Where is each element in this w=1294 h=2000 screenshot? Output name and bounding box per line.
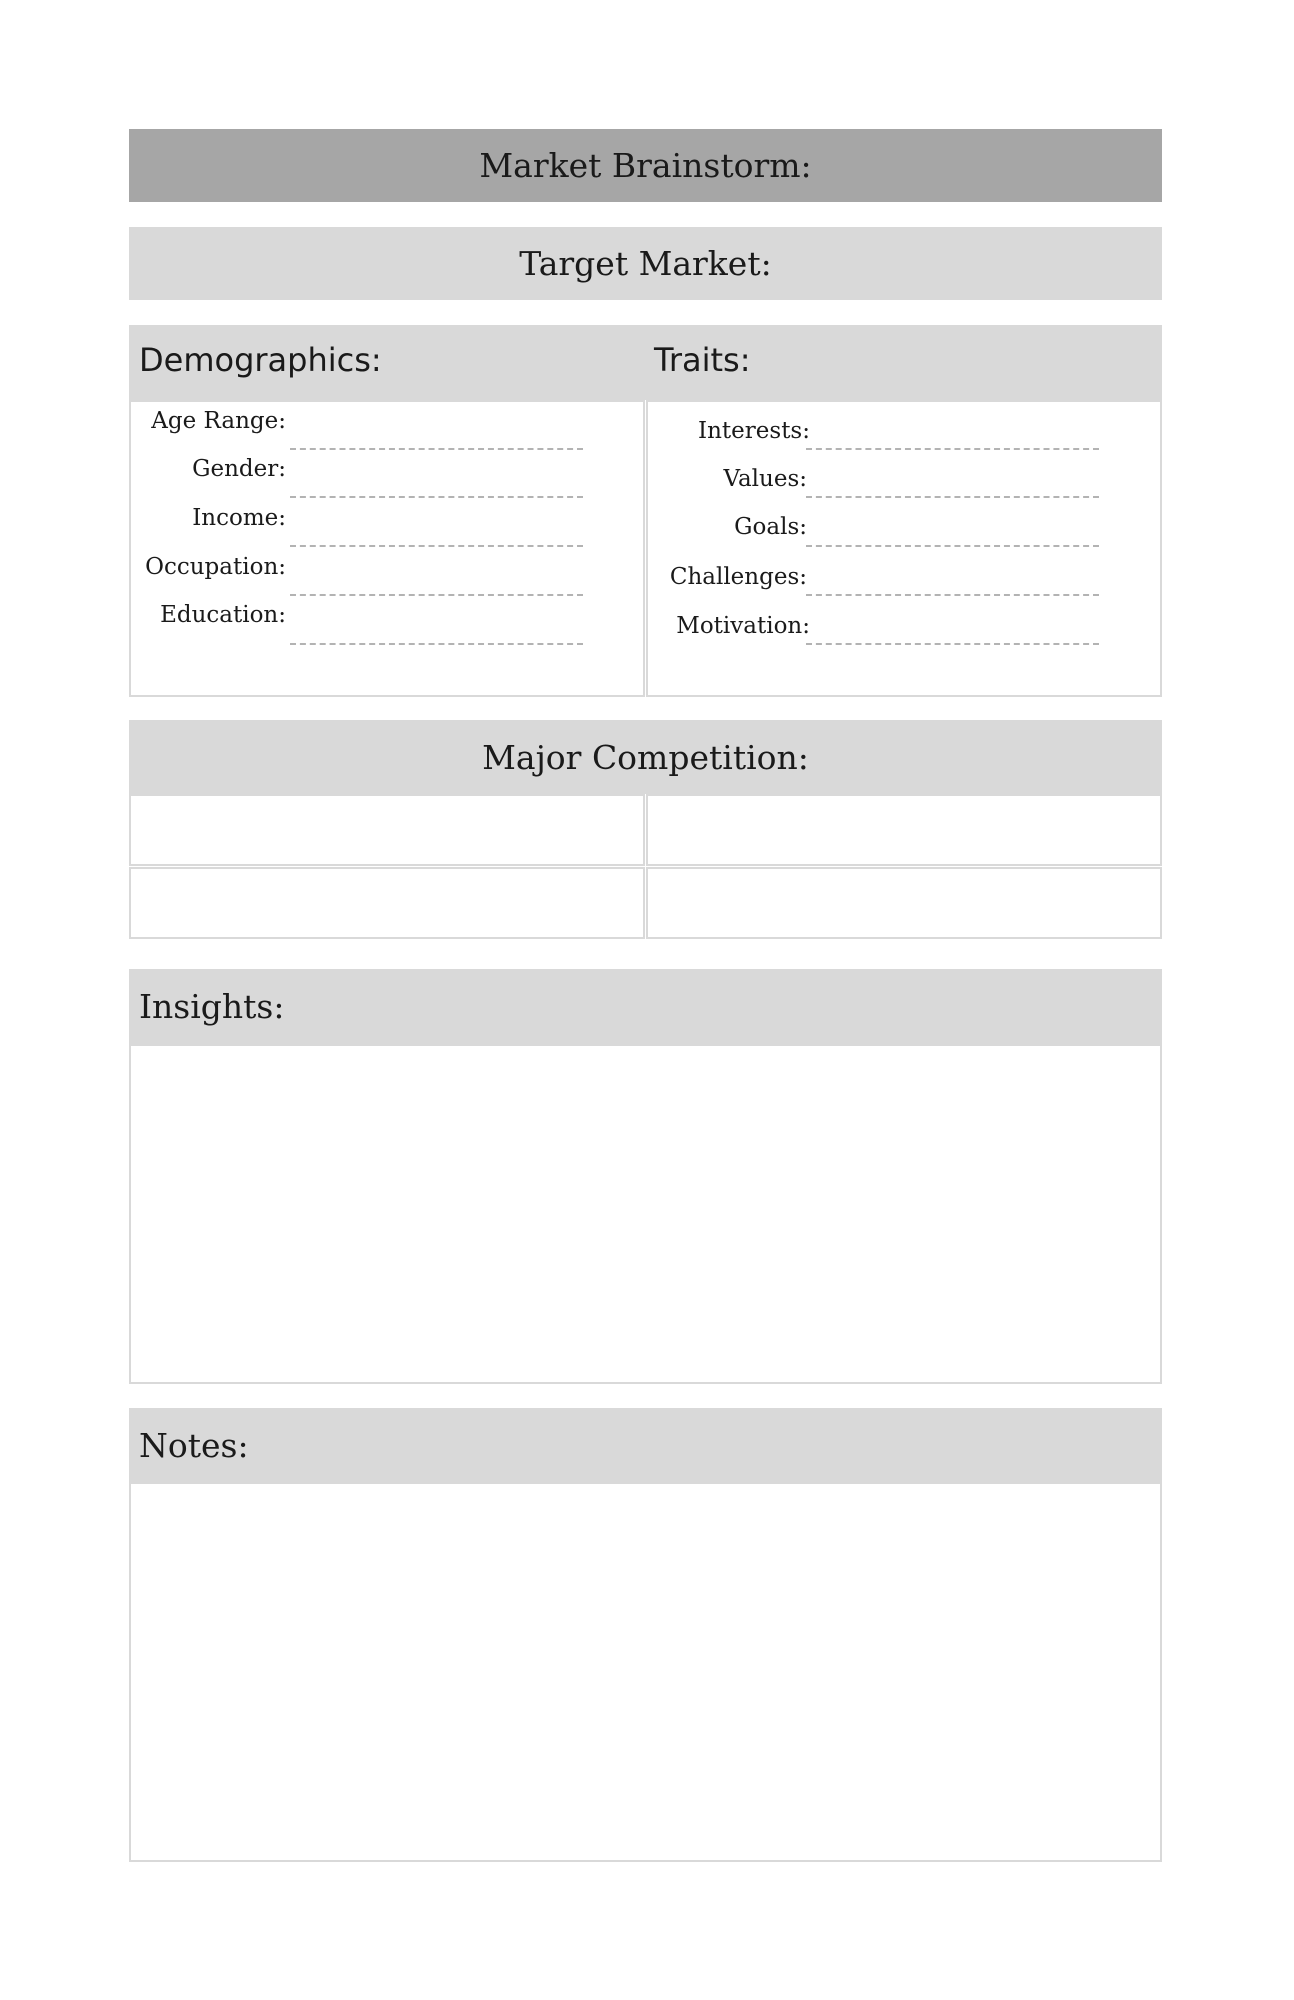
competition-heading: Major Competition: bbox=[482, 737, 809, 777]
occupation-label: Occupation: bbox=[145, 554, 286, 580]
income-field[interactable] bbox=[290, 545, 583, 547]
demographics-heading: Demographics: bbox=[139, 341, 382, 379]
income-label: Income: bbox=[192, 505, 286, 531]
demographics-box bbox=[129, 400, 645, 697]
goals-field[interactable] bbox=[806, 545, 1099, 547]
target-market-heading: Target Market: bbox=[519, 244, 772, 283]
competition-cell-1[interactable] bbox=[129, 794, 645, 866]
page-title-bar bbox=[129, 129, 1162, 202]
notes-bar bbox=[129, 1408, 1162, 1482]
education-label: Education: bbox=[160, 602, 286, 628]
age-range-field[interactable] bbox=[290, 448, 583, 450]
traits-box bbox=[646, 400, 1162, 697]
insights-heading: Insights: bbox=[139, 987, 285, 1026]
interests-field[interactable] bbox=[806, 448, 1099, 450]
insights-area[interactable] bbox=[129, 1044, 1162, 1384]
gender-label: Gender: bbox=[192, 456, 286, 482]
goals-label: Goals: bbox=[734, 514, 807, 540]
interests-label: Interests: bbox=[698, 418, 810, 444]
age-range-label: Age Range: bbox=[151, 408, 286, 434]
motivation-field[interactable] bbox=[806, 643, 1099, 645]
demographics-traits-bar bbox=[129, 325, 1162, 400]
competition-cell-2[interactable] bbox=[646, 794, 1162, 866]
target-market-bar bbox=[129, 227, 1162, 300]
gender-field[interactable] bbox=[290, 496, 583, 498]
traits-heading: Traits: bbox=[654, 341, 751, 379]
competition-cell-4[interactable] bbox=[646, 867, 1162, 939]
challenges-label: Challenges: bbox=[669, 564, 807, 590]
values-label: Values: bbox=[723, 466, 807, 492]
competition-bar bbox=[129, 720, 1162, 794]
occupation-field[interactable] bbox=[290, 594, 583, 596]
notes-area[interactable] bbox=[129, 1482, 1162, 1862]
competition-cell-3[interactable] bbox=[129, 867, 645, 939]
page-title: Market Brainstorm: bbox=[479, 146, 812, 185]
challenges-field[interactable] bbox=[806, 594, 1099, 596]
notes-heading: Notes: bbox=[139, 1425, 249, 1465]
insights-bar bbox=[129, 969, 1162, 1044]
education-field[interactable] bbox=[290, 643, 583, 645]
values-field[interactable] bbox=[806, 496, 1099, 498]
motivation-label: Motivation: bbox=[676, 613, 810, 639]
